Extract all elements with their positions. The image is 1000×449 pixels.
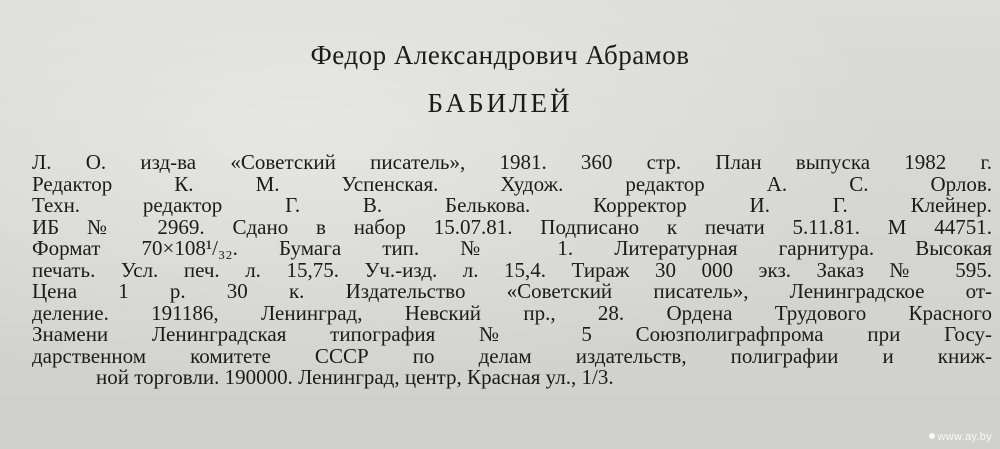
book-title: БАБИЛЕЙ: [427, 88, 573, 118]
imprint-line: деление. 191186, Ленинград, Невский пр., 28. Ордена Трудового Красного: [32, 300, 992, 325]
imprint-line: дарственном комитете СССР по делам издательств, полиграфии и книж-: [32, 343, 992, 368]
imprint-line: Формат 70×108¹/₃₂. Бумага тип. № 1. Литературная гарнитура. Высокая: [32, 236, 992, 260]
watermark: [929, 431, 992, 443]
author-name: Федор Александрович Абрамов: [310, 40, 690, 70]
imprint-block: [32, 152, 992, 389]
imprint-line: ИБ № 2969. Сдано в набор 15.07.81. Подписано к печати 5.11.81. М 44751.: [32, 214, 992, 239]
imprint-line: Редактор К. М. Успенская. Худож. редактор А. С. Орлов.: [32, 171, 992, 196]
imprint-line: Л. О. изд-ва «Советский писатель», 1981. 360 стр. План выпуска 1982 г.: [32, 150, 992, 174]
watermark-text: www.ay.by: [937, 431, 992, 443]
imprint-line-last: ной торговли. 190000. Ленинград, центр, Красная ул., 1/3.: [96, 365, 614, 389]
imprint-line: Техн. редактор Г. В. Белькова. Корректор И. Г. Клейнер.: [32, 193, 992, 217]
watermark-logo-icon: [929, 433, 935, 439]
imprint-line: Знамени Ленинградская типография № 5 Союзполиграфпрома при Госу-: [32, 322, 992, 346]
imprint-line: Цена 1 р. 30 к. Издательство «Советский писатель», Ленинградское от-: [32, 279, 992, 303]
imprint-line: печать. Усл. печ. л. 15,75. Уч.-изд. л. 15,4. Тираж 30 000 экз. Заказ № 595.: [32, 257, 992, 282]
